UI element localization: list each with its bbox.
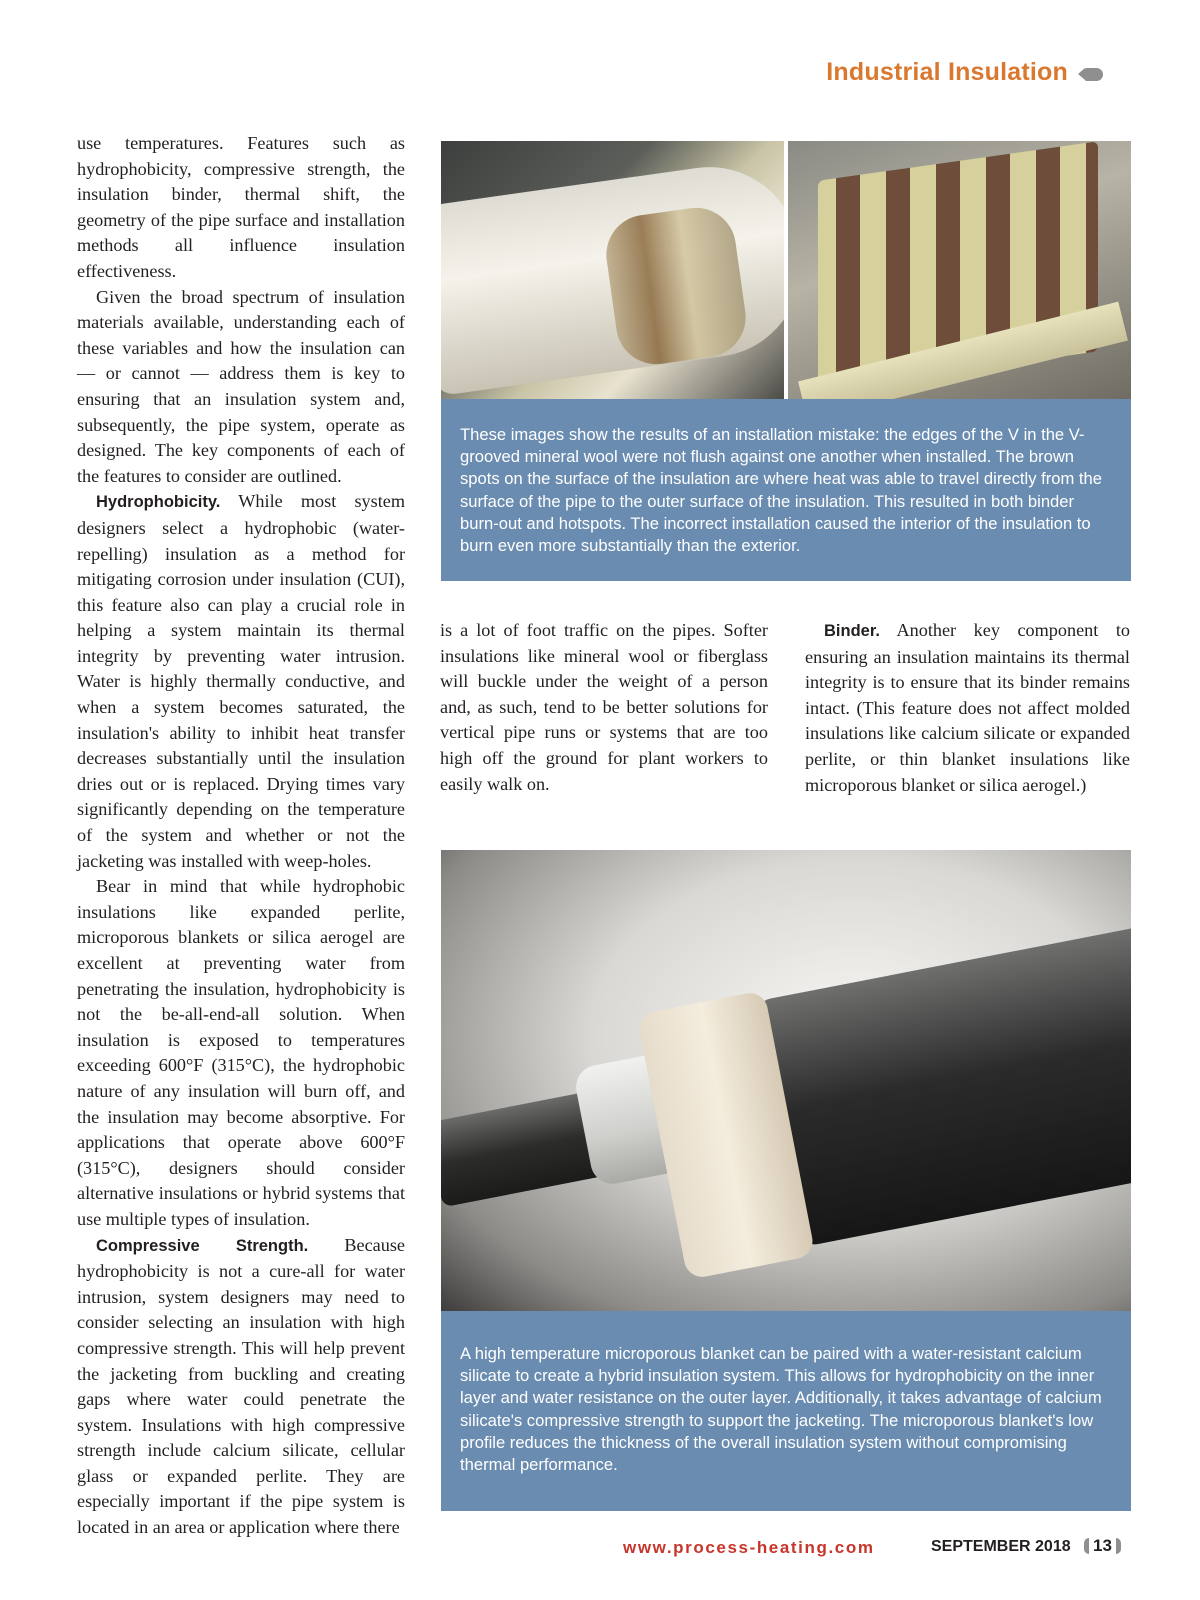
photo-pair — [441, 141, 1131, 399]
photo-hybrid-insulation-pipe — [441, 850, 1131, 1311]
footer-url: www.process-heating.com — [623, 1538, 875, 1557]
hydrophobicity-paragraph — [77, 489, 405, 874]
binder-text: Another key component to ensuring an insulation maintains its thermal integrity is to ensure that its binder remains intact. (This feature does not affect molded insulations like calcium silicate or expanded perlite, or thin blanket insulations like microporous blanket or silica aerogel.) — [805, 620, 1130, 795]
section-title: Industrial Insulation — [826, 58, 1068, 86]
photo-v-grooved-mineral-wool — [788, 141, 1131, 399]
section-marker-icon — [1085, 68, 1103, 81]
hydrophobicity-text: While most system designers select a hydrophobic (water-repelling) insulation as a method for mitigating corrosion under insulation (CUI), this feature also can play a crucial role in helping a system maintain its thermal integrity by preventing water intrusion. Water is highly thermally conductive, and when a system becomes saturated, the insulation's ability to inhibit heat transfer decreases substantially until the insulation dries out or is replaced. Drying times vary significantly depending on the temperature of the system and whether or not the jacketing was installed with weep-holes. — [77, 491, 405, 871]
photo-scorched-pipe-insulation — [441, 141, 784, 399]
bear-in-mind-paragraph: Bear in mind that while hydrophobic insulations like expanded perlite, microporous blankets or silica aerogel are excellent at preventing water from penetrating the insulation, hydrophobicity is not the be-all-end-all solution. When insulation is exposed to temperatures exceeding 600°F (315°C), the hydrophobic nature of any insulation will burn off, and the insulation may become absorptive. For applications that operate above 600°F (315°C), designers should consider alternative insulations or hybrid systems that use multiple types of insulation. — [77, 876, 405, 1229]
page-number: 13 — [1084, 1535, 1121, 1557]
hydrophobicity-heading: Hydrophobicity. — [96, 493, 221, 512]
left-column — [77, 131, 405, 1541]
compressive-heading: Compressive Strength. — [96, 1236, 309, 1255]
compressive-text: Because hydrophobicity is not a cure-all for water intrusion, system designers may need to consider selecting an insulation with high compressive strength. This will help prevent the jacketing from buckling and creating gaps where water could penetrate the system. Insulations with high compressive strength include calcium silicate, cellular glass or expanded perlite. They are especially important if the pipe system is located in an area or application where there — [77, 1234, 405, 1538]
figure-hybrid-insulation — [441, 850, 1131, 1510]
figure-caption: These images show the results of an installation mistake: the edges of the V in the V-grooved mineral wool were not flush against one another when installed. The brown spots on the surface of the insulation are where heat was able to travel directly from the surface of the pipe to the outer surface of the insulation. This resulted in both binder burn-out and hotspots. The incorrect installation caused the interior of the insulation to burn even more substantially than the exterior. — [441, 399, 1131, 581]
footer-date: SEPTEMBER 2018 — [931, 1538, 1071, 1555]
intro-paragraph: use temperatures. Features such as hydrophobicity, compressive strength, the insulation binder, thermal shift, the geometry of the pipe surface and installation methods all influence insulation effectiveness. — [77, 133, 405, 281]
compressive-paragraph — [77, 1233, 405, 1541]
binder-paragraph — [805, 618, 1130, 798]
foot-traffic-paragraph: is a lot of foot traffic on the pipes. Softer insulations like mineral wool or fiberglass will buckle under the weight of a person and, as such, tend to be better solutions for vertical pipe runs or systems that are too high off the ground for plant workers to easily walk on. — [440, 620, 768, 794]
binder-heading: Binder. — [824, 622, 880, 640]
spectrum-paragraph: Given the broad spectrum of insulation materials available, understanding each of these variables and how the insulation can — or cannot — address them is key to ensuring that an insulation system and, subsequently, the pipe system, operate as designed. The key components of each of the features to consider are outlined. — [77, 286, 405, 486]
figure-installation-mistake — [441, 141, 1131, 581]
right-column — [805, 618, 1130, 798]
figure-caption: A high temperature microporous blanket can be paired with a water-resistant calcium silicate to create a hybrid insulation system. This allows for hydrophobicity on the inner layer and water resistance on the outer layer. Additionally, it takes advantage of calcium silicate's compressive strength to support the jacketing. The microporous blanket's low profile reduces the thickness of the overall insulation system without compromising thermal performance. — [441, 1311, 1131, 1511]
middle-column — [440, 618, 768, 797]
